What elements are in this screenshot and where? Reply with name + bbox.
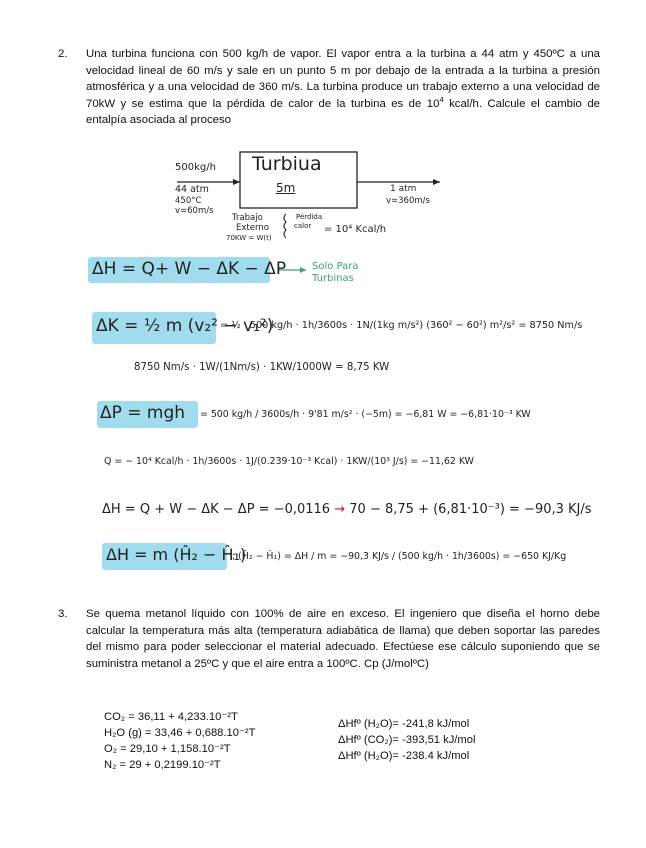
problem-3-statement: Se quema metanol líquido con 100% de aire en exceso. El ingeniero que diseña el horno debe calcular la temperatura más alta (temperatura adiabática de llama) que deben soportar las paredes del mismo para poder seleccionar el material adecuado. Efectúese ese cálculo suponiendo que se suministra metanol a 25ºC y que el aire entra a 100ºC. Cp (J/molºC) (86, 608, 600, 670)
solo-arrow-head (300, 267, 306, 273)
q-line: Q = − 10⁴ Kcal/h · 1h/3600s · 1J/(0.239·10⁻³ Kcal) · 1KW/(10³ J/s) = −11,62 KW (104, 456, 474, 467)
diagram-out-pressure: 1 atm (390, 184, 417, 194)
dh-line-a: ΔH = Q + W − ΔK − ΔP = −0,0116 (102, 502, 331, 517)
problem-2-text-tail: kcal/h. Calcule el cambio de entalpía asociada al proceso (86, 97, 600, 127)
dh-line-arrow: → (334, 502, 346, 517)
cp-n2: N₂ = 29 + 0,2199.10⁻²T (104, 759, 221, 771)
dk-kw: 8750 Nm/s · 1W/(1Nm/s) · 1KW/1000W = 8,75 KW (134, 362, 390, 373)
diagram-title: Turbiua (252, 153, 322, 175)
cp-h2o: H₂O (g) = 33,46 + 0,688.10⁻²T (104, 727, 256, 739)
cp-o2: O₂ = 29,10 + 1,158.10⁻²T (104, 743, 231, 755)
dh-line (102, 502, 592, 517)
cp-co2: CO₂ = 36,11 + 4,233.10⁻²T (104, 711, 238, 723)
energy-balance: ΔH = Q+ W − ΔK − ΔP (92, 259, 287, 279)
hf-h2o-g: ΔHfº (H₂O)= -241,8 kJ/mol (338, 718, 470, 730)
diagram-height: 5m (276, 181, 296, 195)
problem-2-text: Una turbina funciona con 500 kg/h de vapor. El vapor entra a la turbina a 44 atm y 450ºC a una velocidad lineal de 60 m/s y sale en un punto 5 m por debajo de la entrada a la turbina a presión atmosférica y a una velocidad de 360 m/s. La turbina produce un trabajo externo a una velocidad de 70kW y se estima que la pérdida de calor de la turbina es de 10 (86, 48, 600, 110)
dk-lhs: ΔK = ½ m (v₂² − v₁²) (96, 316, 274, 336)
diagram-flow: 500kg/h (175, 162, 216, 173)
diagram-in-pressure: 44 atm (175, 184, 209, 195)
specific-lhs: ΔH = m (Ĥ₂ − Ĥ₁) (106, 545, 247, 564)
problem-3-number: 3. (58, 608, 68, 620)
dk-rhs: = ½ · 500 kg/h · 1h/3600s · 1N/(1kg m/s²) (360² − 60²) m²/s² = 8750 Nm/s (220, 320, 583, 331)
outlet-arrow-head (433, 179, 440, 185)
diagram-loss-label-1: Pérdida (296, 213, 323, 221)
inlet-arrow-head (233, 179, 240, 185)
diagram-work-label-2: Externo (236, 223, 269, 233)
hf-h2o-l: ΔHfº (H₂O)= -238.4 kJ/mol (338, 750, 470, 762)
problem-2-number: 2. (58, 48, 68, 60)
hf-co2: ΔHfº (CO₂)= -393,51 kJ/mol (338, 734, 476, 746)
brace (284, 214, 286, 238)
diagram-loss-label-2: calor (294, 222, 312, 230)
diagram-out-velocity: v=360m/s (386, 196, 430, 206)
diagram-work-value: 70KW = W(t) (226, 234, 272, 242)
diagram-in-velocity: v=60m/s (175, 206, 214, 216)
only-turbines-1: Solo Para (312, 261, 359, 272)
diagram-loss-value: = 10⁴ Kcal/h (324, 224, 387, 235)
only-turbines-2: Turbinas (312, 273, 354, 284)
dp-lhs: ΔP = mgh (100, 403, 186, 423)
problem-2-statement (86, 46, 600, 129)
diagram-work-label-1: Trabajo (232, 213, 263, 223)
diagram-in-temp: 450°C (175, 196, 202, 206)
dp-rhs: = 500 kg/h / 3600s/h · 9'81 m/s² · (−5m) = −6,81 W = −6,81·10⁻³ KW (200, 409, 531, 420)
dh-line-b: 70 − 8,75 + (6,81·10⁻³) = −90,3 KJ/s (349, 502, 592, 517)
problem-2-exp: 4 (439, 94, 444, 104)
specific-mid: ; (Ĥ₂ − Ĥ₁) = ΔH / m = −90,3 KJ/s / (500 kg/h · 1h/3600s) = −650 KJ/Kg (232, 551, 567, 562)
